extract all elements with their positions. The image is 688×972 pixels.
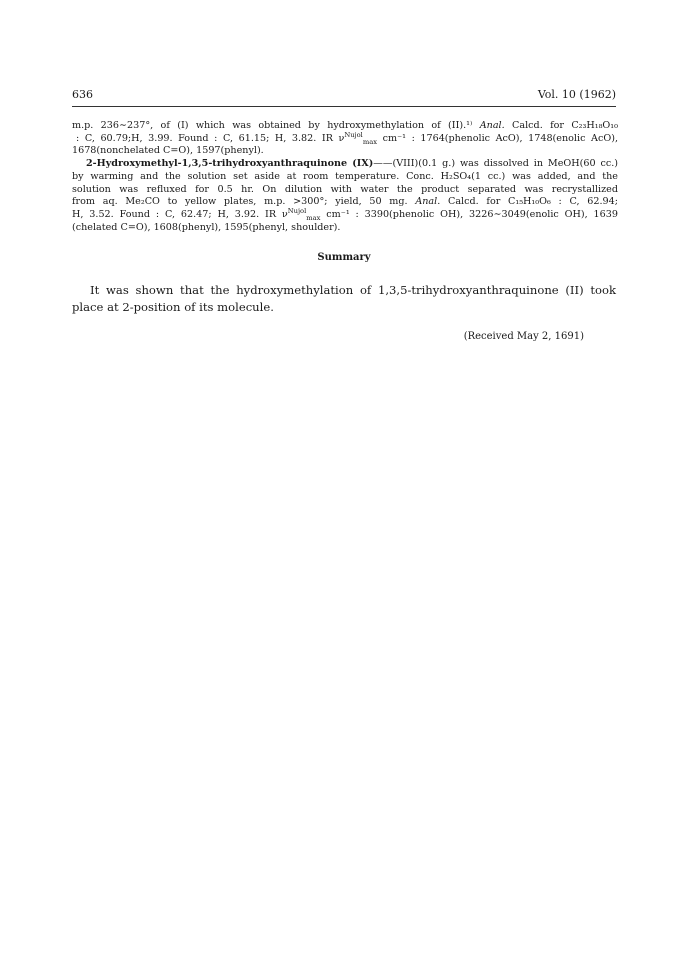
experimental-line bbox=[72, 222, 618, 235]
text-run: solution was refluxed for 0.5 hr. On dilution with water the product separated was recrystallized bbox=[72, 183, 618, 195]
text-run: (chelated C=O), 1608(phenyl), 1595(phenyl, shoulder). bbox=[72, 221, 341, 233]
text-run: cm⁻¹ : 1764(phenolic AcO), 1748(enolic AcO), bbox=[382, 132, 618, 144]
max-subscript: max bbox=[362, 137, 377, 146]
text-run: Calcd. for C₁₅H₁₀O₆ : C, 62.94; bbox=[447, 196, 618, 208]
text-run: Calcd. for C₂₃H₁₈O₁₀ bbox=[512, 120, 618, 131]
summary-line: place at 2-position of its molecule. bbox=[72, 300, 274, 314]
experimental-section bbox=[72, 120, 618, 234]
nujol-superscript: Nujol bbox=[344, 130, 363, 139]
text-run: ——(VIII)(0.1 g.) was dissolved in MeOH(60 cc.) bbox=[373, 158, 618, 170]
experimental-line bbox=[72, 158, 618, 171]
text-run: from aq. Me₂CO to yellow plates, m.p. >300°; yield, 50 mg. bbox=[72, 196, 408, 208]
summary-heading: Summary bbox=[317, 252, 371, 263]
running-header bbox=[72, 88, 616, 104]
header-rule bbox=[72, 106, 616, 107]
anal-label: Anal. bbox=[415, 196, 441, 208]
received-date: (Received May 2, 1691) bbox=[463, 331, 584, 342]
volume-label: Vol. 10 (1962) bbox=[537, 88, 616, 101]
text-run: : C, 60.79;H, 3.99. Found : C, 61.15; H, 3.82. IR ν bbox=[76, 132, 345, 144]
experimental-line bbox=[72, 171, 618, 184]
experimental-line bbox=[72, 206, 618, 222]
summary-line: It was shown that the hydroxymethylation of 1,3,5-trihydroxyanthraquinone (II) took bbox=[90, 283, 616, 297]
experimental-line bbox=[72, 130, 618, 146]
experimental-line bbox=[72, 196, 618, 209]
nujol-superscript: Nujol bbox=[287, 206, 307, 215]
max-subscript: max bbox=[306, 213, 321, 222]
text-run: 1678(nonchelated C=O), 1597(phenyl). bbox=[72, 145, 264, 157]
anal-label: Anal. bbox=[479, 120, 505, 131]
text-run: cm⁻¹ : 3390(phenolic OH), 3226∼3049(enolic OH), 1639 bbox=[326, 208, 618, 220]
text-run: by warming and the solution set aside at room temperature. Conc. H₂SO₄(1 cc.) was added, and the bbox=[72, 170, 618, 182]
experimental-line bbox=[72, 184, 618, 197]
experimental-line bbox=[72, 145, 618, 158]
text-run: H, 3.52. Found : C, 62.47; H, 3.92. IR ν bbox=[72, 208, 288, 220]
page-number: 636 bbox=[72, 88, 93, 101]
summary-body bbox=[72, 282, 616, 316]
text-run: m.p. 236∼237°, of (I) which was obtained by hydroxymethylation of (II).¹⁾ bbox=[72, 120, 473, 131]
compound-heading: 2-Hydroxymethyl-1,3,5-trihydroxyanthraquinone (IX) bbox=[86, 158, 374, 170]
